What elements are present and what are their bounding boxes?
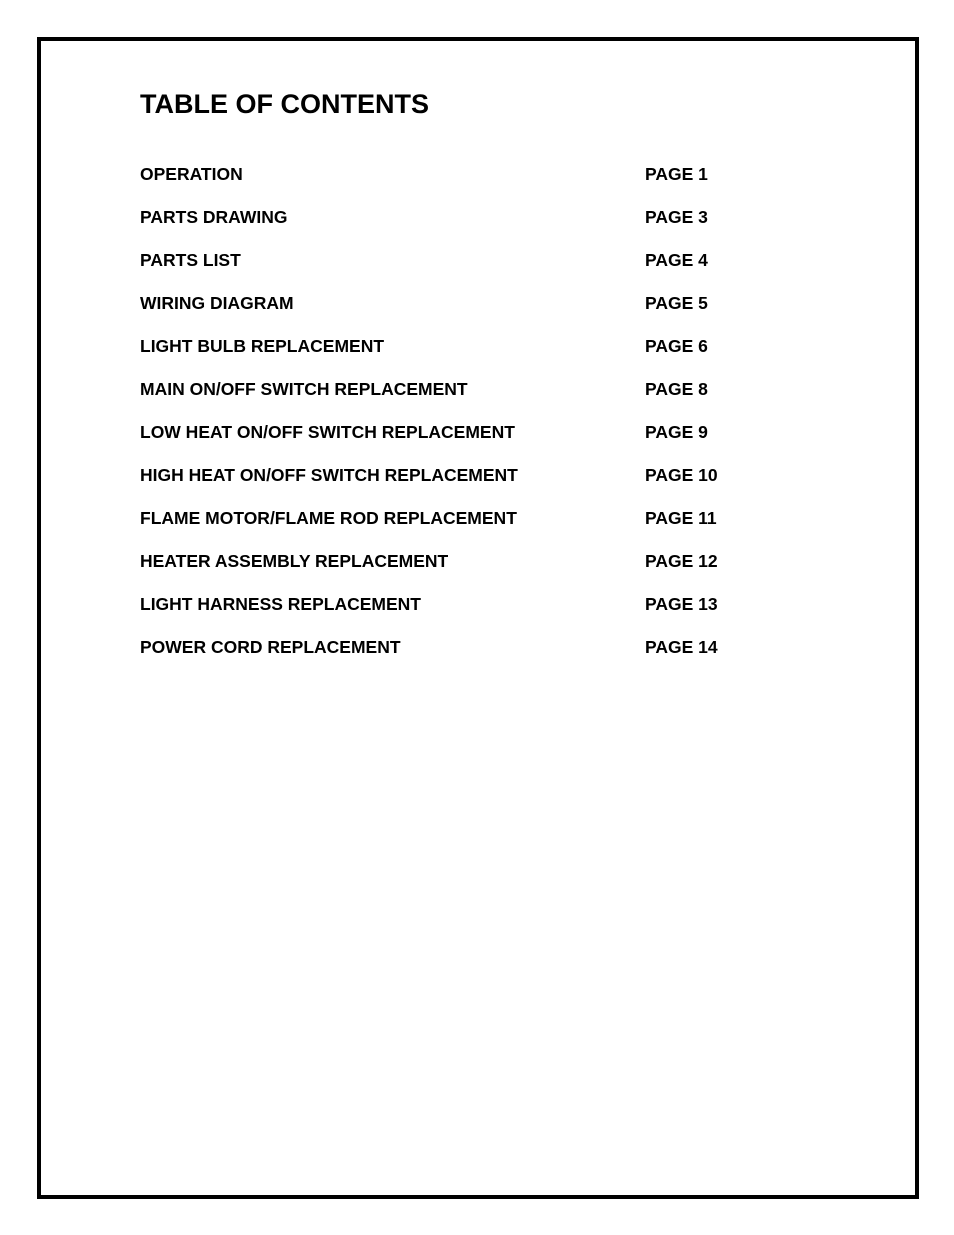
toc-entry-page: PAGE 6 [645,336,708,356]
toc-entry-low-heat-switch-replacement [140,421,790,464]
toc-entry-label: LIGHT BULB REPLACEMENT [140,336,385,356]
toc-entry-page: PAGE 10 [645,465,718,485]
toc-entry-high-heat-switch-replacement [140,464,790,507]
toc-entry-page: PAGE 5 [645,293,708,313]
toc-entry-main-switch-replacement [140,378,790,421]
toc-entry-page: PAGE 3 [645,207,708,227]
toc-entry-parts-list [140,249,790,292]
toc-entry-operation [140,163,790,206]
toc-entry-page: PAGE 8 [645,379,708,399]
toc-entry-page: PAGE 11 [645,508,717,528]
toc-entry-label: PARTS DRAWING [140,207,288,227]
toc-entry-label: HEATER ASSEMBLY REPLACEMENT [140,551,449,571]
toc-entry-label: LIGHT HARNESS REPLACEMENT [140,594,421,614]
toc-entry-label: HIGH HEAT ON/OFF SWITCH REPLACEMENT [140,465,518,485]
toc-entry-page: PAGE 12 [645,551,718,571]
toc-entry-page: PAGE 1 [645,164,708,184]
toc-entry-page: PAGE 9 [645,422,708,442]
toc-entry-parts-drawing [140,206,790,249]
toc-entry-label: FLAME MOTOR/FLAME ROD REPLACEMENT [140,508,517,528]
toc-entry-page: PAGE 4 [645,250,708,270]
toc-entry-light-harness-replacement [140,593,790,636]
toc-entry-flame-motor-replacement [140,507,790,550]
toc-entry-label: POWER CORD REPLACEMENT [140,637,401,657]
toc-list [140,163,790,679]
toc-entry-label: OPERATION [140,164,243,184]
toc-entry-page: PAGE 13 [645,594,718,614]
toc-entry-label: PARTS LIST [140,250,241,270]
toc-entry-wiring-diagram [140,292,790,335]
toc-entry-label: WIRING DIAGRAM [140,293,294,313]
toc-entry-label: MAIN ON/OFF SWITCH REPLACEMENT [140,379,468,399]
toc-entry-heater-assembly-replacement [140,550,790,593]
toc-entry-label: LOW HEAT ON/OFF SWITCH REPLACEMENT [140,422,515,442]
toc-entry-page: PAGE 14 [645,637,718,657]
page-title: TABLE OF CONTENTS [140,89,429,119]
toc-entry-power-cord-replacement [140,636,790,679]
toc-entry-light-bulb-replacement [140,335,790,378]
